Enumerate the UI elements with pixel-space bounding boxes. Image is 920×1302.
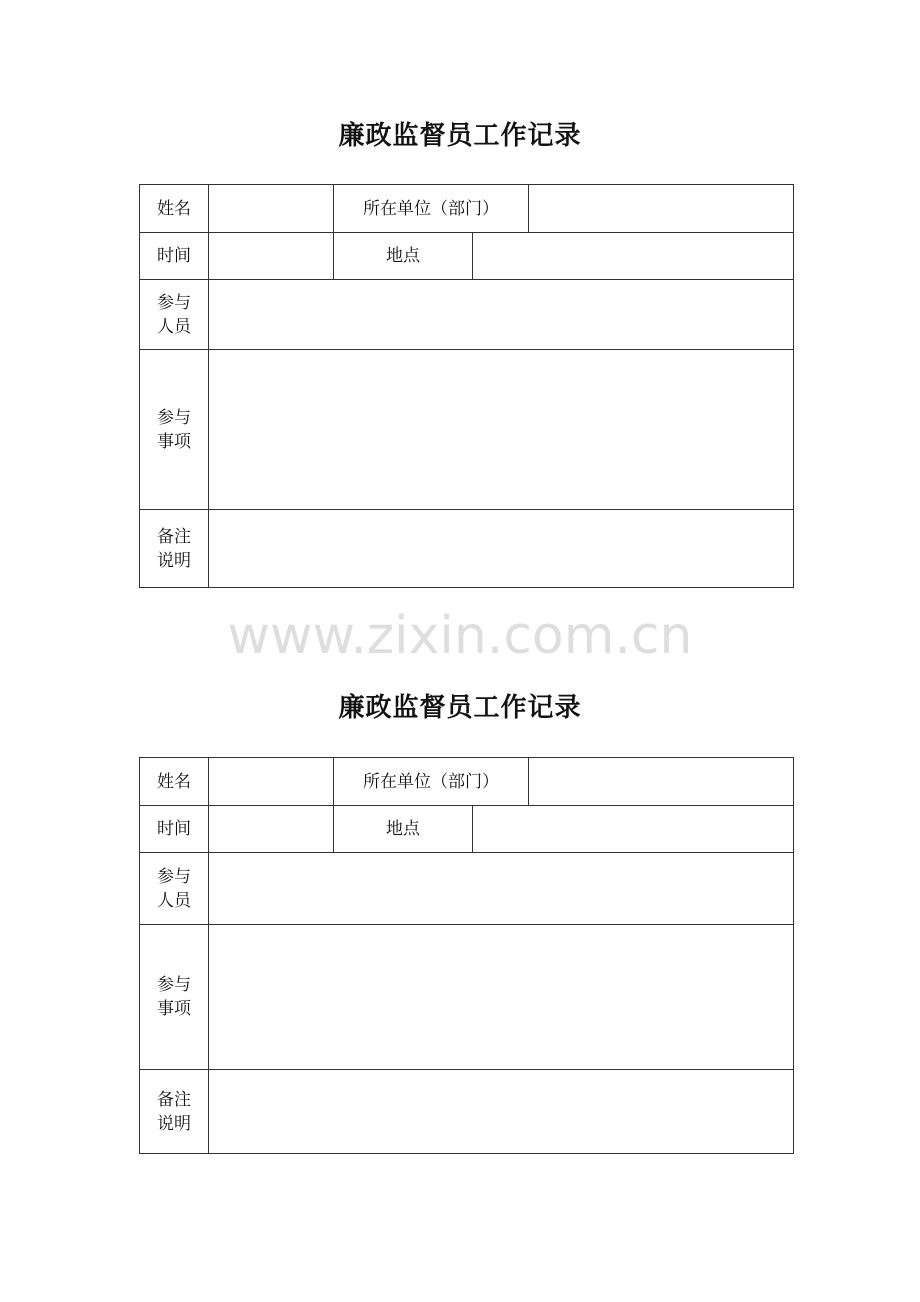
participants-label-line1: 参与 (157, 866, 191, 887)
record-title: 廉政监督员工作记录 (338, 121, 582, 151)
matters-field[interactable] (209, 350, 794, 510)
matters-label (140, 925, 209, 1070)
time-field[interactable] (209, 233, 334, 280)
participants-label (140, 280, 209, 350)
time-label: 时间 (140, 233, 209, 280)
unit-field[interactable] (529, 185, 794, 233)
unit-label: 所在单位（部门） (334, 185, 529, 233)
place-field[interactable] (473, 233, 794, 280)
name-label: 姓名 (140, 758, 209, 806)
record-form (139, 184, 794, 588)
place-label: 地点 (334, 806, 473, 853)
name-field[interactable] (209, 758, 334, 806)
record-title: 廉政监督员工作记录 (338, 693, 582, 723)
participants-field[interactable] (209, 853, 794, 925)
matters-label (140, 350, 209, 510)
participants-label-line2: 人员 (157, 890, 191, 911)
record-form (139, 757, 794, 1154)
remarks-label-line1: 备注 (157, 526, 191, 547)
remarks-label-line2: 说明 (157, 550, 191, 571)
matters-field[interactable] (209, 925, 794, 1070)
participants-label (140, 853, 209, 925)
name-label: 姓名 (140, 185, 209, 233)
name-field[interactable] (209, 185, 334, 233)
participants-label-line1: 参与 (157, 292, 191, 313)
time-label: 时间 (140, 806, 209, 853)
matters-label-line1: 参与 (157, 407, 191, 428)
remarks-field[interactable] (209, 510, 794, 588)
remarks-label (140, 510, 209, 588)
place-label: 地点 (334, 233, 473, 280)
remarks-label (140, 1070, 209, 1154)
remarks-label-line2: 说明 (157, 1113, 191, 1134)
participants-field[interactable] (209, 280, 794, 350)
time-field[interactable] (209, 806, 334, 853)
remarks-label-line1: 备注 (157, 1089, 191, 1110)
matters-label-line2: 事项 (157, 999, 191, 1019)
watermark: www.zixin.com.cn (227, 606, 693, 666)
place-field[interactable] (473, 806, 794, 853)
matters-label-line1: 参与 (157, 975, 191, 995)
unit-label: 所在单位（部门） (334, 758, 529, 806)
unit-field[interactable] (529, 758, 794, 806)
participants-label-line2: 人员 (157, 316, 191, 337)
remarks-field[interactable] (209, 1070, 794, 1154)
matters-label-line2: 事项 (157, 431, 191, 452)
